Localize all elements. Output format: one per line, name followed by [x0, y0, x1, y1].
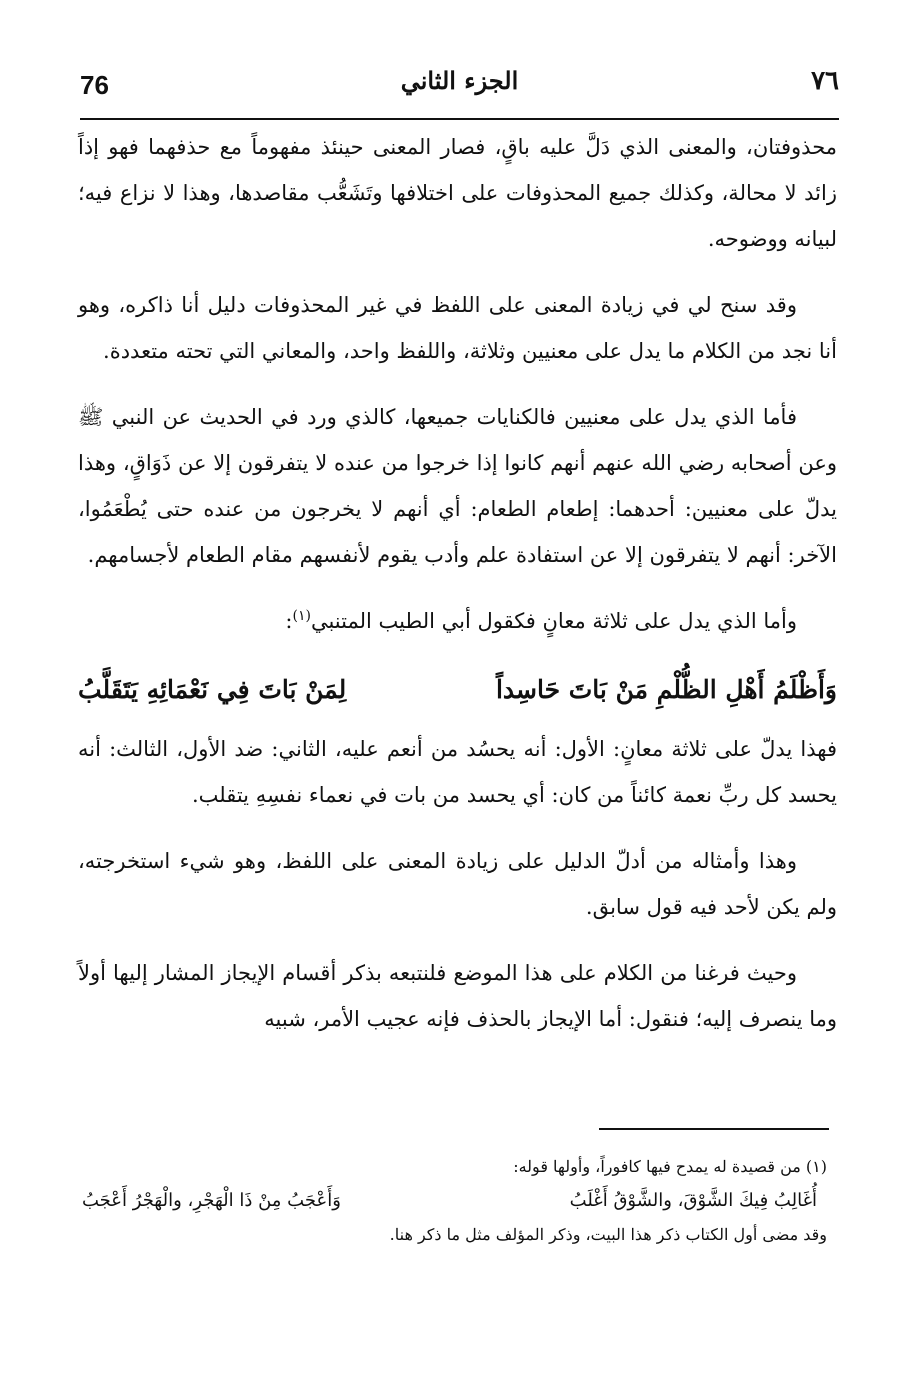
verse-first-hemistich: وَأَظْلَمُ أَهْلِ الظُّلْمِ مَنْ بَاتَ حَاسِداً — [495, 675, 837, 704]
running-title: الجزء الثاني — [400, 66, 519, 95]
page-number-latin: 76 — [80, 70, 109, 100]
footnote-verse-first: أُغَالِبُ فِيكَ الشَّوْقَ، والشَّوْقُ أَغْلَبُ — [569, 1190, 817, 1211]
paragraph-4 — [78, 598, 837, 644]
page-number-arabic: ٧٦ — [811, 66, 839, 96]
paragraph-4-colon: : — [285, 609, 293, 633]
page-body — [78, 124, 837, 1062]
header-rule — [80, 118, 839, 120]
paragraph-1: محذوفتان، والمعنى الذي دَلَّ عليه باقٍ، فصار المعنى حينئذ مفهوماً مع حذفهما فهو إذاً زائد لا محالة، وكذلك جميع المحذوفات على اختلافها وتَشَعُّب مقاصدها، وهذا لا نزاع فيه؛ لبيانه ووضوحه. — [78, 135, 837, 251]
footnote-1-note: وقد مضى أول الكتاب ذكر هذا البيت، وذكر المؤلف مثل ما ذكر هنا. — [389, 1225, 827, 1244]
footnote-1-intro: (١) من قصيدة له يمدح فيها كافوراً، وأولها قوله: — [513, 1157, 827, 1176]
footnote-separator — [599, 1128, 829, 1130]
paragraph-6: وهذا وأمثاله من أدلّ الدليل على زيادة المعنى على اللفظ، وهو شيء استخرجته، ولم يكن لأحد فيه قول سابق. — [78, 849, 837, 919]
footnotes — [82, 1150, 827, 1252]
poem-verse — [78, 664, 837, 716]
paragraph-4-text: وأما الذي يدل على ثلاثة معانٍ فكقول أبي الطيب المتنبي — [310, 609, 797, 633]
footnote-verse-second: وَأَعْجَبُ مِنْ ذَا الْهَجْرِ، والْهَجْرُ أَعْجَبُ — [82, 1190, 341, 1211]
paragraph-7: وحيث فرغنا من الكلام على هذا الموضع فلنتبعه بذكر أقسام الإيجاز المشار إليها أولاً وما ينصرف إليه؛ فنقول: أما الإيجاز بالحذف فإنه عجيب الأمر، شبيه — [78, 961, 837, 1031]
paragraph-5: فهذا يدلّ على ثلاثة معانٍ: الأول: أنه يحسُد من أنعم عليه، الثاني: ضد الأول، الثالث: أنه يحسد كل ربِّ نعمة كائناً من كان: أي يحسد من بات في نعماء نفسِهِ يتقلب. — [78, 737, 837, 807]
page-header — [80, 62, 839, 112]
verse-second-hemistich: لِمَنْ بَاتَ فِي نَعْمَائِهِ يَتَقَلَّبُ — [78, 675, 347, 704]
footnote-reference[interactable]: (١) — [292, 608, 311, 624]
footnote-verse — [82, 1184, 827, 1218]
paragraph-3: فأما الذي يدل على معنيين فالكنايات جميعها، كالذي ورد في الحديث عن النبي ﷺ وعن أصحابه رضي الله عنهم أنهم كانوا إذا خرجوا من عنده لا يتفرقون إلا عن ذَوَاقٍ، وهذا يدلّ على معنيين: أحدهما: إطعام الطعام: أي أنهم لا يخرجون من عنده حتى يُطْعَمُوا، الآخر: أنهم لا يتفرقون إلا عن استفادة علم وأدب يقوم لأنفسهم مقام الطعام لأجسامهم. — [78, 405, 837, 567]
paragraph-2: وقد سنح لي في زيادة المعنى على اللفظ في غير المحذوفات دليل أنا ذاكره، وهو أنا نجد من الكلام ما يدل على معنيين وثلاثة، واللفظ واحد، والمعاني التي تحته متعددة. — [78, 293, 837, 363]
